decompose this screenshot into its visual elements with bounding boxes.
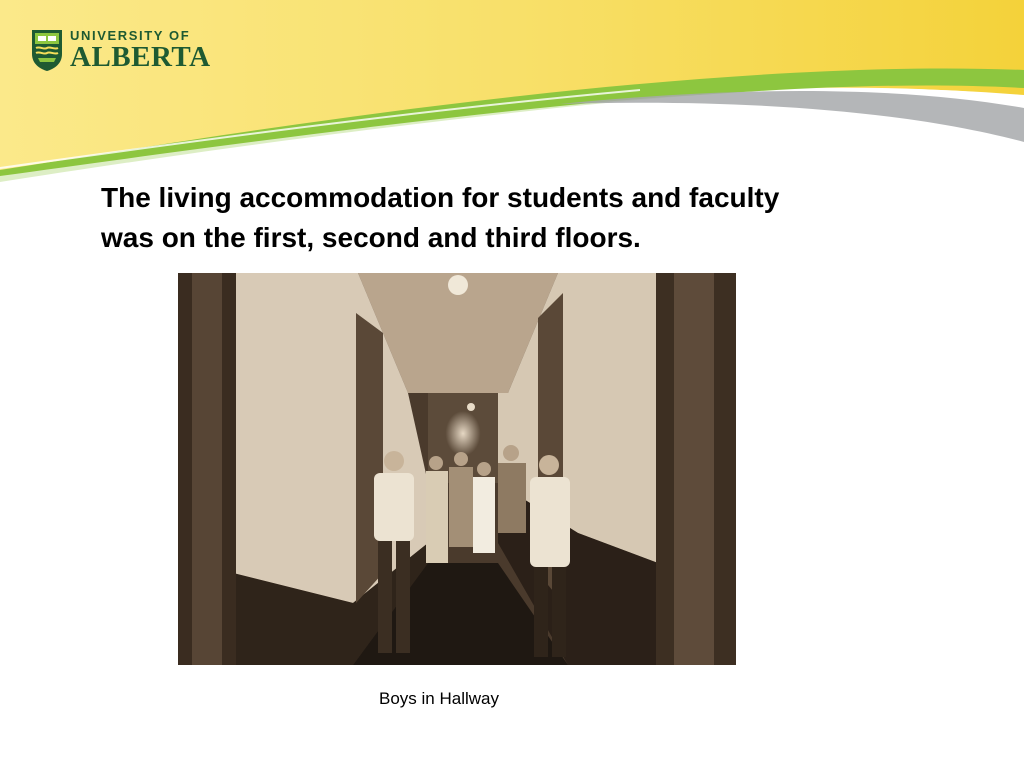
- logo-line-2: ALBERTA: [70, 40, 211, 73]
- heading-line-1: The living accommodation for students and faculty: [101, 182, 780, 213]
- shield-icon: [30, 28, 64, 72]
- photo-caption: Boys in Hallway: [379, 689, 499, 708]
- heading-line-2: was on the first, second and third floors.: [101, 222, 641, 253]
- university-logo: [30, 28, 211, 72]
- logo-line-1: UNIVERSITY OF: [70, 27, 191, 43]
- slide-heading: [101, 178, 901, 258]
- hallway-photo: [178, 273, 736, 665]
